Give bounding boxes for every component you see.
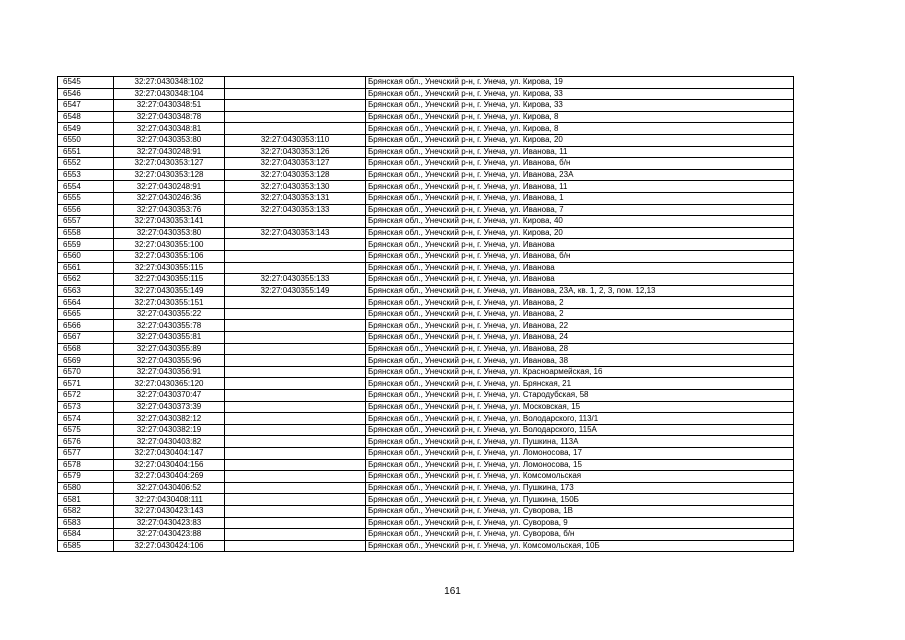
table-row	[58, 192, 794, 204]
address-cell: Брянская обл., Унечский р-н, г. Унеча, ул. Комсомольская	[366, 471, 794, 483]
cadastral-number-cell: 32:27:0430365:120	[114, 378, 225, 390]
row-number-cell: 6564	[58, 297, 114, 309]
row-number-cell: 6547	[58, 100, 114, 112]
related-cadastral-number-cell	[225, 413, 366, 425]
related-cadastral-number-cell: 32:27:0430353:131	[225, 192, 366, 204]
address-cell: Брянская обл., Унечский р-н, г. Унеча, ул. Комсомольская, 10Б	[366, 540, 794, 552]
row-number-cell: 6546	[58, 88, 114, 100]
table-row	[58, 262, 794, 274]
cadastral-number-cell: 32:27:0430355:115	[114, 274, 225, 286]
address-cell: Брянская обл., Унечский р-н, г. Унеча, ул. Пушкина, 173	[366, 482, 794, 494]
row-number-cell: 6557	[58, 216, 114, 228]
table-row	[58, 343, 794, 355]
cadastral-number-cell: 32:27:0430246:36	[114, 192, 225, 204]
row-number-cell: 6568	[58, 343, 114, 355]
cadastral-number-cell: 32:27:0430355:115	[114, 262, 225, 274]
related-cadastral-number-cell: 32:27:0430353:128	[225, 169, 366, 181]
table-row	[58, 158, 794, 170]
cadastral-number-cell: 32:27:0430355:22	[114, 308, 225, 320]
related-cadastral-number-cell	[225, 540, 366, 552]
cadastral-number-cell: 32:27:0430355:106	[114, 250, 225, 262]
row-number-cell: 6545	[58, 77, 114, 89]
cadastral-number-cell: 32:27:0430370:47	[114, 390, 225, 402]
related-cadastral-number-cell	[225, 529, 366, 541]
row-number-cell: 6574	[58, 413, 114, 425]
cadastral-number-cell: 32:27:0430382:12	[114, 413, 225, 425]
related-cadastral-number-cell	[225, 216, 366, 228]
cadastral-number-cell: 32:27:0430353:127	[114, 158, 225, 170]
row-number-cell: 6575	[58, 424, 114, 436]
row-number-cell: 6551	[58, 146, 114, 158]
cadastral-number-cell: 32:27:0430248:91	[114, 181, 225, 193]
related-cadastral-number-cell	[225, 250, 366, 262]
table-row	[58, 227, 794, 239]
row-number-cell: 6566	[58, 320, 114, 332]
related-cadastral-number-cell	[225, 308, 366, 320]
cadastral-number-cell: 32:27:0430353:80	[114, 227, 225, 239]
related-cadastral-number-cell	[225, 320, 366, 332]
related-cadastral-number-cell	[225, 100, 366, 112]
address-cell: Брянская обл., Унечский р-н, г. Унеча, ул. Иванова	[366, 239, 794, 251]
related-cadastral-number-cell	[225, 378, 366, 390]
related-cadastral-number-cell	[225, 424, 366, 436]
address-cell: Брянская обл., Унечский р-н, г. Унеча, ул. Кирова, 19	[366, 77, 794, 89]
row-number-cell: 6560	[58, 250, 114, 262]
row-number-cell: 6571	[58, 378, 114, 390]
related-cadastral-number-cell	[225, 471, 366, 483]
cadastral-number-cell: 32:27:0430353:141	[114, 216, 225, 228]
cadastral-number-cell: 32:27:0430348:102	[114, 77, 225, 89]
table-row	[58, 320, 794, 332]
cadastral-number-cell: 32:27:0430355:89	[114, 343, 225, 355]
table-row	[58, 285, 794, 297]
row-number-cell: 6549	[58, 123, 114, 135]
cadastral-number-cell: 32:27:0430355:78	[114, 320, 225, 332]
row-number-cell: 6572	[58, 390, 114, 402]
cadastral-number-cell: 32:27:0430423:83	[114, 517, 225, 529]
table-row	[58, 540, 794, 552]
table-row	[58, 111, 794, 123]
related-cadastral-number-cell	[225, 459, 366, 471]
address-cell: Брянская обл., Унечский р-н, г. Унеча, ул. Иванова, 22	[366, 320, 794, 332]
related-cadastral-number-cell: 32:27:0430353:133	[225, 204, 366, 216]
table-row	[58, 88, 794, 100]
table-row	[58, 146, 794, 158]
row-number-cell: 6582	[58, 505, 114, 517]
cadastral-number-cell: 32:27:0430382:19	[114, 424, 225, 436]
table-row	[58, 100, 794, 112]
row-number-cell: 6577	[58, 448, 114, 460]
address-cell: Брянская обл., Унечский р-н, г. Унеча, ул. Кирова, 33	[366, 88, 794, 100]
address-cell: Брянская обл., Унечский р-н, г. Унеча, ул. Кирова, 33	[366, 100, 794, 112]
related-cadastral-number-cell	[225, 436, 366, 448]
row-number-cell: 6576	[58, 436, 114, 448]
table-row	[58, 366, 794, 378]
table-row	[58, 378, 794, 390]
row-number-cell: 6554	[58, 181, 114, 193]
address-cell: Брянская обл., Унечский р-н, г. Унеча, ул. Иванова, 24	[366, 332, 794, 344]
row-number-cell: 6578	[58, 459, 114, 471]
address-cell: Брянская обл., Унечский р-н, г. Унеча, ул. Кирова, 40	[366, 216, 794, 228]
row-number-cell: 6561	[58, 262, 114, 274]
address-cell: Брянская обл., Унечский р-н, г. Унеча, ул. Иванова, 11	[366, 146, 794, 158]
cadastral-number-cell: 32:27:0430348:81	[114, 123, 225, 135]
address-cell: Брянская обл., Унечский р-н, г. Унеча, ул. Иванова, 38	[366, 355, 794, 367]
cadastral-number-cell: 32:27:0430424:106	[114, 540, 225, 552]
table-row	[58, 424, 794, 436]
cadastral-table	[57, 76, 794, 552]
row-number-cell: 6562	[58, 274, 114, 286]
address-cell: Брянская обл., Унечский р-н, г. Унеча, ул. Иванова, 28	[366, 343, 794, 355]
related-cadastral-number-cell	[225, 262, 366, 274]
row-number-cell: 6570	[58, 366, 114, 378]
related-cadastral-number-cell	[225, 355, 366, 367]
table-row	[58, 517, 794, 529]
address-cell: Брянская обл., Унечский р-н, г. Унеча, ул. Пушкина, 113А	[366, 436, 794, 448]
related-cadastral-number-cell	[225, 239, 366, 251]
related-cadastral-number-cell	[225, 448, 366, 460]
cadastral-number-cell: 32:27:0430356:91	[114, 366, 225, 378]
address-cell: Брянская обл., Унечский р-н, г. Унеча, ул. Кирова, 20	[366, 134, 794, 146]
table-row	[58, 216, 794, 228]
table-row	[58, 134, 794, 146]
cadastral-number-cell: 32:27:0430353:128	[114, 169, 225, 181]
related-cadastral-number-cell	[225, 494, 366, 506]
row-number-cell: 6567	[58, 332, 114, 344]
row-number-cell: 6553	[58, 169, 114, 181]
cadastral-number-cell: 32:27:0430355:149	[114, 285, 225, 297]
related-cadastral-number-cell: 32:27:0430355:149	[225, 285, 366, 297]
address-cell: Брянская обл., Унечский р-н, г. Унеча, ул. Володарского, 113/1	[366, 413, 794, 425]
cadastral-number-cell: 32:27:0430404:156	[114, 459, 225, 471]
related-cadastral-number-cell	[225, 343, 366, 355]
address-cell: Брянская обл., Унечский р-н, г. Унеча, ул. Иванова	[366, 262, 794, 274]
table-row	[58, 181, 794, 193]
address-cell: Брянская обл., Унечский р-н, г. Унеча, ул. Стародубская, 58	[366, 390, 794, 402]
row-number-cell: 6569	[58, 355, 114, 367]
related-cadastral-number-cell	[225, 123, 366, 135]
table-row	[58, 77, 794, 89]
related-cadastral-number-cell: 32:27:0430353:127	[225, 158, 366, 170]
table-row	[58, 413, 794, 425]
table-row	[58, 494, 794, 506]
cadastral-number-cell: 32:27:0430348:78	[114, 111, 225, 123]
address-cell: Брянская обл., Унечский р-н, г. Унеча, ул. Иванова, 2	[366, 297, 794, 309]
row-number-cell: 6552	[58, 158, 114, 170]
row-number-cell: 6563	[58, 285, 114, 297]
document-sheet	[57, 76, 794, 552]
related-cadastral-number-cell	[225, 517, 366, 529]
row-number-cell: 6565	[58, 308, 114, 320]
row-number-cell: 6584	[58, 529, 114, 541]
row-number-cell: 6559	[58, 239, 114, 251]
cadastral-number-cell: 32:27:0430355:96	[114, 355, 225, 367]
table-row	[58, 355, 794, 367]
table-row	[58, 274, 794, 286]
table-row	[58, 529, 794, 541]
related-cadastral-number-cell: 32:27:0430355:133	[225, 274, 366, 286]
related-cadastral-number-cell	[225, 332, 366, 344]
cadastral-number-cell: 32:27:0430353:80	[114, 134, 225, 146]
row-number-cell: 6583	[58, 517, 114, 529]
related-cadastral-number-cell	[225, 390, 366, 402]
address-cell: Брянская обл., Унечский р-н, г. Унеча, ул. Иванова, 11	[366, 181, 794, 193]
related-cadastral-number-cell	[225, 366, 366, 378]
cadastral-number-cell: 32:27:0430348:51	[114, 100, 225, 112]
related-cadastral-number-cell	[225, 88, 366, 100]
row-number-cell: 6555	[58, 192, 114, 204]
address-cell: Брянская обл., Унечский р-н, г. Унеча, ул. Московская, 15	[366, 401, 794, 413]
address-cell: Брянская обл., Унечский р-н, г. Унеча, ул. Иванова, 23А	[366, 169, 794, 181]
row-number-cell: 6581	[58, 494, 114, 506]
cadastral-number-cell: 32:27:0430404:147	[114, 448, 225, 460]
table-row	[58, 297, 794, 309]
table-row	[58, 448, 794, 460]
address-cell: Брянская обл., Унечский р-н, г. Унеча, ул. Кирова, 20	[366, 227, 794, 239]
cadastral-number-cell: 32:27:0430355:100	[114, 239, 225, 251]
address-cell: Брянская обл., Унечский р-н, г. Унеча, ул. Суворова, 9	[366, 517, 794, 529]
address-cell: Брянская обл., Унечский р-н, г. Унеча, ул. Иванова, 7	[366, 204, 794, 216]
cadastral-number-cell: 32:27:0430353:76	[114, 204, 225, 216]
cadastral-number-cell: 32:27:0430423:143	[114, 505, 225, 517]
address-cell: Брянская обл., Унечский р-н, г. Унеча, ул. Иванова, б/н	[366, 158, 794, 170]
related-cadastral-number-cell: 32:27:0430353:126	[225, 146, 366, 158]
cadastral-number-cell: 32:27:0430423:88	[114, 529, 225, 541]
table-row	[58, 401, 794, 413]
table-row	[58, 459, 794, 471]
page-number: 161	[444, 586, 461, 597]
related-cadastral-number-cell	[225, 482, 366, 494]
related-cadastral-number-cell	[225, 111, 366, 123]
table-row	[58, 239, 794, 251]
row-number-cell: 6573	[58, 401, 114, 413]
address-cell: Брянская обл., Унечский р-н, г. Унеча, ул. Суворова, 1В	[366, 505, 794, 517]
address-cell: Брянская обл., Унечский р-н, г. Унеча, ул. Иванова, б/н	[366, 250, 794, 262]
table-row	[58, 505, 794, 517]
row-number-cell: 6580	[58, 482, 114, 494]
cadastral-number-cell: 32:27:0430248:91	[114, 146, 225, 158]
table-row	[58, 436, 794, 448]
address-cell: Брянская обл., Унечский р-н, г. Унеча, ул. Кирова, 8	[366, 111, 794, 123]
address-cell: Брянская обл., Унечский р-н, г. Унеча, ул. Пушкина, 150Б	[366, 494, 794, 506]
address-cell: Брянская обл., Унечский р-н, г. Унеча, ул. Иванова, 23А, кв. 1, 2, 3, пом. 12,13	[366, 285, 794, 297]
table-row	[58, 204, 794, 216]
address-cell: Брянская обл., Унечский р-н, г. Унеча, ул. Володарского, 115А	[366, 424, 794, 436]
related-cadastral-number-cell	[225, 77, 366, 89]
address-cell: Брянская обл., Унечский р-н, г. Унеча, ул. Ломоносова, 15	[366, 459, 794, 471]
row-number-cell: 6579	[58, 471, 114, 483]
address-cell: Брянская обл., Унечский р-н, г. Унеча, ул. Кирова, 8	[366, 123, 794, 135]
cadastral-number-cell: 32:27:0430348:104	[114, 88, 225, 100]
table-row	[58, 308, 794, 320]
related-cadastral-number-cell	[225, 297, 366, 309]
address-cell: Брянская обл., Унечский р-н, г. Унеча, ул. Суворова, б/н	[366, 529, 794, 541]
address-cell: Брянская обл., Унечский р-н, г. Унеча, ул. Иванова, 2	[366, 308, 794, 320]
table-row	[58, 123, 794, 135]
table-row	[58, 482, 794, 494]
related-cadastral-number-cell	[225, 401, 366, 413]
row-number-cell: 6585	[58, 540, 114, 552]
table-row	[58, 250, 794, 262]
related-cadastral-number-cell: 32:27:0430353:143	[225, 227, 366, 239]
cadastral-number-cell: 32:27:0430406:52	[114, 482, 225, 494]
address-cell: Брянская обл., Унечский р-н, г. Унеча, ул. Красноармейская, 16	[366, 366, 794, 378]
address-cell: Брянская обл., Унечский р-н, г. Унеча, ул. Брянская, 21	[366, 378, 794, 390]
cadastral-number-cell: 32:27:0430404:269	[114, 471, 225, 483]
cadastral-number-cell: 32:27:0430403:82	[114, 436, 225, 448]
related-cadastral-number-cell	[225, 505, 366, 517]
related-cadastral-number-cell: 32:27:0430353:130	[225, 181, 366, 193]
row-number-cell: 6550	[58, 134, 114, 146]
table-row	[58, 169, 794, 181]
related-cadastral-number-cell: 32:27:0430353:110	[225, 134, 366, 146]
address-cell: Брянская обл., Унечский р-н, г. Унеча, ул. Иванова	[366, 274, 794, 286]
cadastral-number-cell: 32:27:0430355:151	[114, 297, 225, 309]
row-number-cell: 6558	[58, 227, 114, 239]
table-row	[58, 471, 794, 483]
table-row	[58, 332, 794, 344]
row-number-cell: 6556	[58, 204, 114, 216]
cadastral-number-cell: 32:27:0430373:39	[114, 401, 225, 413]
cadastral-number-cell: 32:27:0430408:111	[114, 494, 225, 506]
row-number-cell: 6548	[58, 111, 114, 123]
address-cell: Брянская обл., Унечский р-н, г. Унеча, ул. Ломоносова, 17	[366, 448, 794, 460]
table-row	[58, 390, 794, 402]
address-cell: Брянская обл., Унечский р-н, г. Унеча, ул. Иванова, 1	[366, 192, 794, 204]
cadastral-number-cell: 32:27:0430355:81	[114, 332, 225, 344]
